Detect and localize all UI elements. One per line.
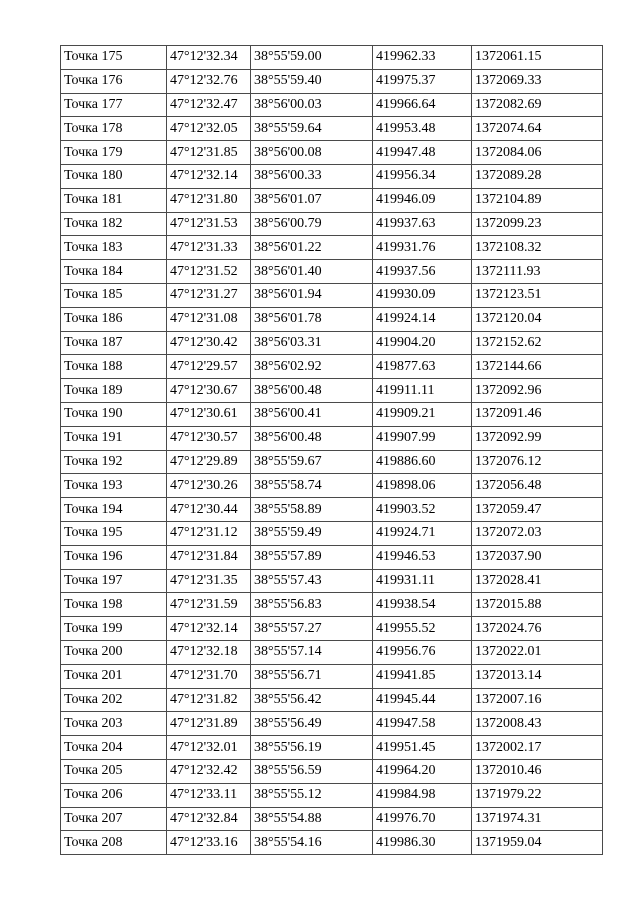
x-coordinate-cell: 419966.64 — [373, 93, 472, 117]
longitude-cell: 38°55'56.19 — [251, 736, 373, 760]
point-name-cell: Точка 177 — [61, 93, 167, 117]
x-coordinate-cell: 419986.30 — [373, 831, 472, 855]
point-name-cell: Точка 183 — [61, 236, 167, 260]
latitude-cell: 47°12'31.53 — [167, 212, 251, 236]
point-name-cell: Точка 191 — [61, 426, 167, 450]
point-name-cell: Точка 204 — [61, 736, 167, 760]
latitude-cell: 47°12'32.47 — [167, 93, 251, 117]
point-name-cell: Точка 182 — [61, 212, 167, 236]
table-row — [61, 521, 603, 545]
table-row — [61, 736, 603, 760]
point-name-cell: Точка 192 — [61, 450, 167, 474]
latitude-cell: 47°12'30.61 — [167, 402, 251, 426]
table-row — [61, 402, 603, 426]
longitude-cell: 38°56'00.41 — [251, 402, 373, 426]
latitude-cell: 47°12'30.26 — [167, 474, 251, 498]
y-coordinate-cell: 1372059.47 — [472, 498, 603, 522]
longitude-cell: 38°55'57.14 — [251, 640, 373, 664]
latitude-cell: 47°12'31.08 — [167, 307, 251, 331]
table-row — [61, 93, 603, 117]
y-coordinate-cell: 1372056.48 — [472, 474, 603, 498]
x-coordinate-cell: 419898.06 — [373, 474, 472, 498]
table-row — [61, 164, 603, 188]
latitude-cell: 47°12'33.16 — [167, 831, 251, 855]
y-coordinate-cell: 1372061.15 — [472, 46, 603, 70]
longitude-cell: 38°55'56.59 — [251, 759, 373, 783]
table-row — [61, 307, 603, 331]
y-coordinate-cell: 1372028.41 — [472, 569, 603, 593]
table-row — [61, 617, 603, 641]
longitude-cell: 38°55'57.43 — [251, 569, 373, 593]
x-coordinate-cell: 419931.76 — [373, 236, 472, 260]
x-coordinate-cell: 419877.63 — [373, 355, 472, 379]
latitude-cell: 47°12'32.84 — [167, 807, 251, 831]
longitude-cell: 38°56'00.03 — [251, 93, 373, 117]
longitude-cell: 38°56'00.33 — [251, 164, 373, 188]
y-coordinate-cell: 1372037.90 — [472, 545, 603, 569]
x-coordinate-cell: 419962.33 — [373, 46, 472, 70]
y-coordinate-cell: 1372120.04 — [472, 307, 603, 331]
x-coordinate-cell: 419903.52 — [373, 498, 472, 522]
longitude-cell: 38°55'57.89 — [251, 545, 373, 569]
longitude-cell: 38°56'01.94 — [251, 283, 373, 307]
point-name-cell: Точка 198 — [61, 593, 167, 617]
x-coordinate-cell: 419964.20 — [373, 759, 472, 783]
point-name-cell: Точка 206 — [61, 783, 167, 807]
x-coordinate-cell: 419907.99 — [373, 426, 472, 450]
table-row — [61, 188, 603, 212]
latitude-cell: 47°12'31.85 — [167, 141, 251, 165]
latitude-cell: 47°12'32.42 — [167, 759, 251, 783]
coordinates-table — [60, 45, 603, 855]
table-row — [61, 69, 603, 93]
point-name-cell: Точка 189 — [61, 379, 167, 403]
table-row — [61, 236, 603, 260]
x-coordinate-cell: 419976.70 — [373, 807, 472, 831]
point-name-cell: Точка 180 — [61, 164, 167, 188]
point-name-cell: Точка 181 — [61, 188, 167, 212]
point-name-cell: Точка 187 — [61, 331, 167, 355]
longitude-cell: 38°55'59.40 — [251, 69, 373, 93]
y-coordinate-cell: 1372091.46 — [472, 402, 603, 426]
y-coordinate-cell: 1372144.66 — [472, 355, 603, 379]
y-coordinate-cell: 1372008.43 — [472, 712, 603, 736]
table-row — [61, 117, 603, 141]
y-coordinate-cell: 1372074.64 — [472, 117, 603, 141]
table-row — [61, 664, 603, 688]
longitude-cell: 38°56'01.22 — [251, 236, 373, 260]
latitude-cell: 47°12'32.05 — [167, 117, 251, 141]
latitude-cell: 47°12'31.80 — [167, 188, 251, 212]
table-row — [61, 831, 603, 855]
table-row — [61, 212, 603, 236]
longitude-cell: 38°56'02.92 — [251, 355, 373, 379]
x-coordinate-cell: 419975.37 — [373, 69, 472, 93]
latitude-cell: 47°12'31.12 — [167, 521, 251, 545]
latitude-cell: 47°12'31.59 — [167, 593, 251, 617]
latitude-cell: 47°12'32.76 — [167, 69, 251, 93]
point-name-cell: Точка 195 — [61, 521, 167, 545]
table-row — [61, 355, 603, 379]
latitude-cell: 47°12'31.27 — [167, 283, 251, 307]
longitude-cell: 38°56'00.79 — [251, 212, 373, 236]
y-coordinate-cell: 1372072.03 — [472, 521, 603, 545]
y-coordinate-cell: 1371959.04 — [472, 831, 603, 855]
longitude-cell: 38°55'56.83 — [251, 593, 373, 617]
table-row — [61, 807, 603, 831]
table-row — [61, 759, 603, 783]
point-name-cell: Точка 175 — [61, 46, 167, 70]
point-name-cell: Точка 186 — [61, 307, 167, 331]
longitude-cell: 38°55'56.49 — [251, 712, 373, 736]
y-coordinate-cell: 1372022.01 — [472, 640, 603, 664]
x-coordinate-cell: 419911.11 — [373, 379, 472, 403]
point-name-cell: Точка 208 — [61, 831, 167, 855]
table-row — [61, 426, 603, 450]
x-coordinate-cell: 419931.11 — [373, 569, 472, 593]
y-coordinate-cell: 1372069.33 — [472, 69, 603, 93]
point-name-cell: Точка 197 — [61, 569, 167, 593]
table-row — [61, 331, 603, 355]
point-name-cell: Точка 196 — [61, 545, 167, 569]
table-row — [61, 379, 603, 403]
longitude-cell: 38°55'56.42 — [251, 688, 373, 712]
y-coordinate-cell: 1372084.06 — [472, 141, 603, 165]
longitude-cell: 38°55'58.74 — [251, 474, 373, 498]
latitude-cell: 47°12'31.35 — [167, 569, 251, 593]
latitude-cell: 47°12'32.18 — [167, 640, 251, 664]
x-coordinate-cell: 419945.44 — [373, 688, 472, 712]
x-coordinate-cell: 419956.76 — [373, 640, 472, 664]
longitude-cell: 38°56'00.48 — [251, 426, 373, 450]
latitude-cell: 47°12'29.57 — [167, 355, 251, 379]
longitude-cell: 38°55'55.12 — [251, 783, 373, 807]
longitude-cell: 38°56'01.40 — [251, 260, 373, 284]
latitude-cell: 47°12'32.14 — [167, 164, 251, 188]
x-coordinate-cell: 419930.09 — [373, 283, 472, 307]
table-row — [61, 712, 603, 736]
latitude-cell: 47°12'32.34 — [167, 46, 251, 70]
point-name-cell: Точка 199 — [61, 617, 167, 641]
x-coordinate-cell: 419947.58 — [373, 712, 472, 736]
point-name-cell: Точка 176 — [61, 69, 167, 93]
y-coordinate-cell: 1371974.31 — [472, 807, 603, 831]
y-coordinate-cell: 1372024.76 — [472, 617, 603, 641]
table-row — [61, 260, 603, 284]
y-coordinate-cell: 1372010.46 — [472, 759, 603, 783]
latitude-cell: 47°12'32.14 — [167, 617, 251, 641]
longitude-cell: 38°55'59.49 — [251, 521, 373, 545]
longitude-cell: 38°56'01.78 — [251, 307, 373, 331]
point-name-cell: Точка 205 — [61, 759, 167, 783]
table-row — [61, 46, 603, 70]
point-name-cell: Точка 179 — [61, 141, 167, 165]
latitude-cell: 47°12'30.57 — [167, 426, 251, 450]
latitude-cell: 47°12'30.44 — [167, 498, 251, 522]
x-coordinate-cell: 419941.85 — [373, 664, 472, 688]
longitude-cell: 38°55'59.67 — [251, 450, 373, 474]
latitude-cell: 47°12'33.11 — [167, 783, 251, 807]
y-coordinate-cell: 1371979.22 — [472, 783, 603, 807]
latitude-cell: 47°12'29.89 — [167, 450, 251, 474]
y-coordinate-cell: 1372089.28 — [472, 164, 603, 188]
coordinates-table-body — [61, 46, 603, 855]
table-row — [61, 545, 603, 569]
latitude-cell: 47°12'31.52 — [167, 260, 251, 284]
y-coordinate-cell: 1372108.32 — [472, 236, 603, 260]
x-coordinate-cell: 419904.20 — [373, 331, 472, 355]
table-row — [61, 141, 603, 165]
point-name-cell: Точка 190 — [61, 402, 167, 426]
longitude-cell: 38°55'59.64 — [251, 117, 373, 141]
y-coordinate-cell: 1372007.16 — [472, 688, 603, 712]
longitude-cell: 38°56'03.31 — [251, 331, 373, 355]
x-coordinate-cell: 419955.52 — [373, 617, 472, 641]
x-coordinate-cell: 419924.71 — [373, 521, 472, 545]
point-name-cell: Точка 203 — [61, 712, 167, 736]
table-row — [61, 640, 603, 664]
latitude-cell: 47°12'30.42 — [167, 331, 251, 355]
y-coordinate-cell: 1372002.17 — [472, 736, 603, 760]
latitude-cell: 47°12'31.82 — [167, 688, 251, 712]
latitude-cell: 47°12'32.01 — [167, 736, 251, 760]
x-coordinate-cell: 419937.56 — [373, 260, 472, 284]
longitude-cell: 38°55'59.00 — [251, 46, 373, 70]
point-name-cell: Точка 184 — [61, 260, 167, 284]
latitude-cell: 47°12'31.84 — [167, 545, 251, 569]
y-coordinate-cell: 1372013.14 — [472, 664, 603, 688]
point-name-cell: Точка 200 — [61, 640, 167, 664]
x-coordinate-cell: 419947.48 — [373, 141, 472, 165]
longitude-cell: 38°56'00.48 — [251, 379, 373, 403]
table-row — [61, 474, 603, 498]
latitude-cell: 47°12'31.89 — [167, 712, 251, 736]
table-row — [61, 498, 603, 522]
x-coordinate-cell: 419938.54 — [373, 593, 472, 617]
y-coordinate-cell: 1372092.96 — [472, 379, 603, 403]
table-row — [61, 283, 603, 307]
y-coordinate-cell: 1372152.62 — [472, 331, 603, 355]
y-coordinate-cell: 1372123.51 — [472, 283, 603, 307]
x-coordinate-cell: 419953.48 — [373, 117, 472, 141]
point-name-cell: Точка 194 — [61, 498, 167, 522]
latitude-cell: 47°12'30.67 — [167, 379, 251, 403]
longitude-cell: 38°55'57.27 — [251, 617, 373, 641]
y-coordinate-cell: 1372082.69 — [472, 93, 603, 117]
x-coordinate-cell: 419951.45 — [373, 736, 472, 760]
longitude-cell: 38°55'58.89 — [251, 498, 373, 522]
y-coordinate-cell: 1372111.93 — [472, 260, 603, 284]
point-name-cell: Точка 202 — [61, 688, 167, 712]
longitude-cell: 38°55'54.88 — [251, 807, 373, 831]
y-coordinate-cell: 1372104.89 — [472, 188, 603, 212]
x-coordinate-cell: 419924.14 — [373, 307, 472, 331]
point-name-cell: Точка 178 — [61, 117, 167, 141]
longitude-cell: 38°56'01.07 — [251, 188, 373, 212]
x-coordinate-cell: 419937.63 — [373, 212, 472, 236]
x-coordinate-cell: 419886.60 — [373, 450, 472, 474]
latitude-cell: 47°12'31.70 — [167, 664, 251, 688]
x-coordinate-cell: 419956.34 — [373, 164, 472, 188]
x-coordinate-cell: 419909.21 — [373, 402, 472, 426]
table-row — [61, 450, 603, 474]
y-coordinate-cell: 1372076.12 — [472, 450, 603, 474]
point-name-cell: Точка 188 — [61, 355, 167, 379]
longitude-cell: 38°56'00.08 — [251, 141, 373, 165]
table-row — [61, 593, 603, 617]
y-coordinate-cell: 1372092.99 — [472, 426, 603, 450]
y-coordinate-cell: 1372099.23 — [472, 212, 603, 236]
point-name-cell: Точка 193 — [61, 474, 167, 498]
table-row — [61, 688, 603, 712]
x-coordinate-cell: 419946.53 — [373, 545, 472, 569]
longitude-cell: 38°55'54.16 — [251, 831, 373, 855]
x-coordinate-cell: 419984.98 — [373, 783, 472, 807]
y-coordinate-cell: 1372015.88 — [472, 593, 603, 617]
point-name-cell: Точка 201 — [61, 664, 167, 688]
longitude-cell: 38°55'56.71 — [251, 664, 373, 688]
point-name-cell: Точка 207 — [61, 807, 167, 831]
table-row — [61, 783, 603, 807]
table-row — [61, 569, 603, 593]
latitude-cell: 47°12'31.33 — [167, 236, 251, 260]
x-coordinate-cell: 419946.09 — [373, 188, 472, 212]
point-name-cell: Точка 185 — [61, 283, 167, 307]
